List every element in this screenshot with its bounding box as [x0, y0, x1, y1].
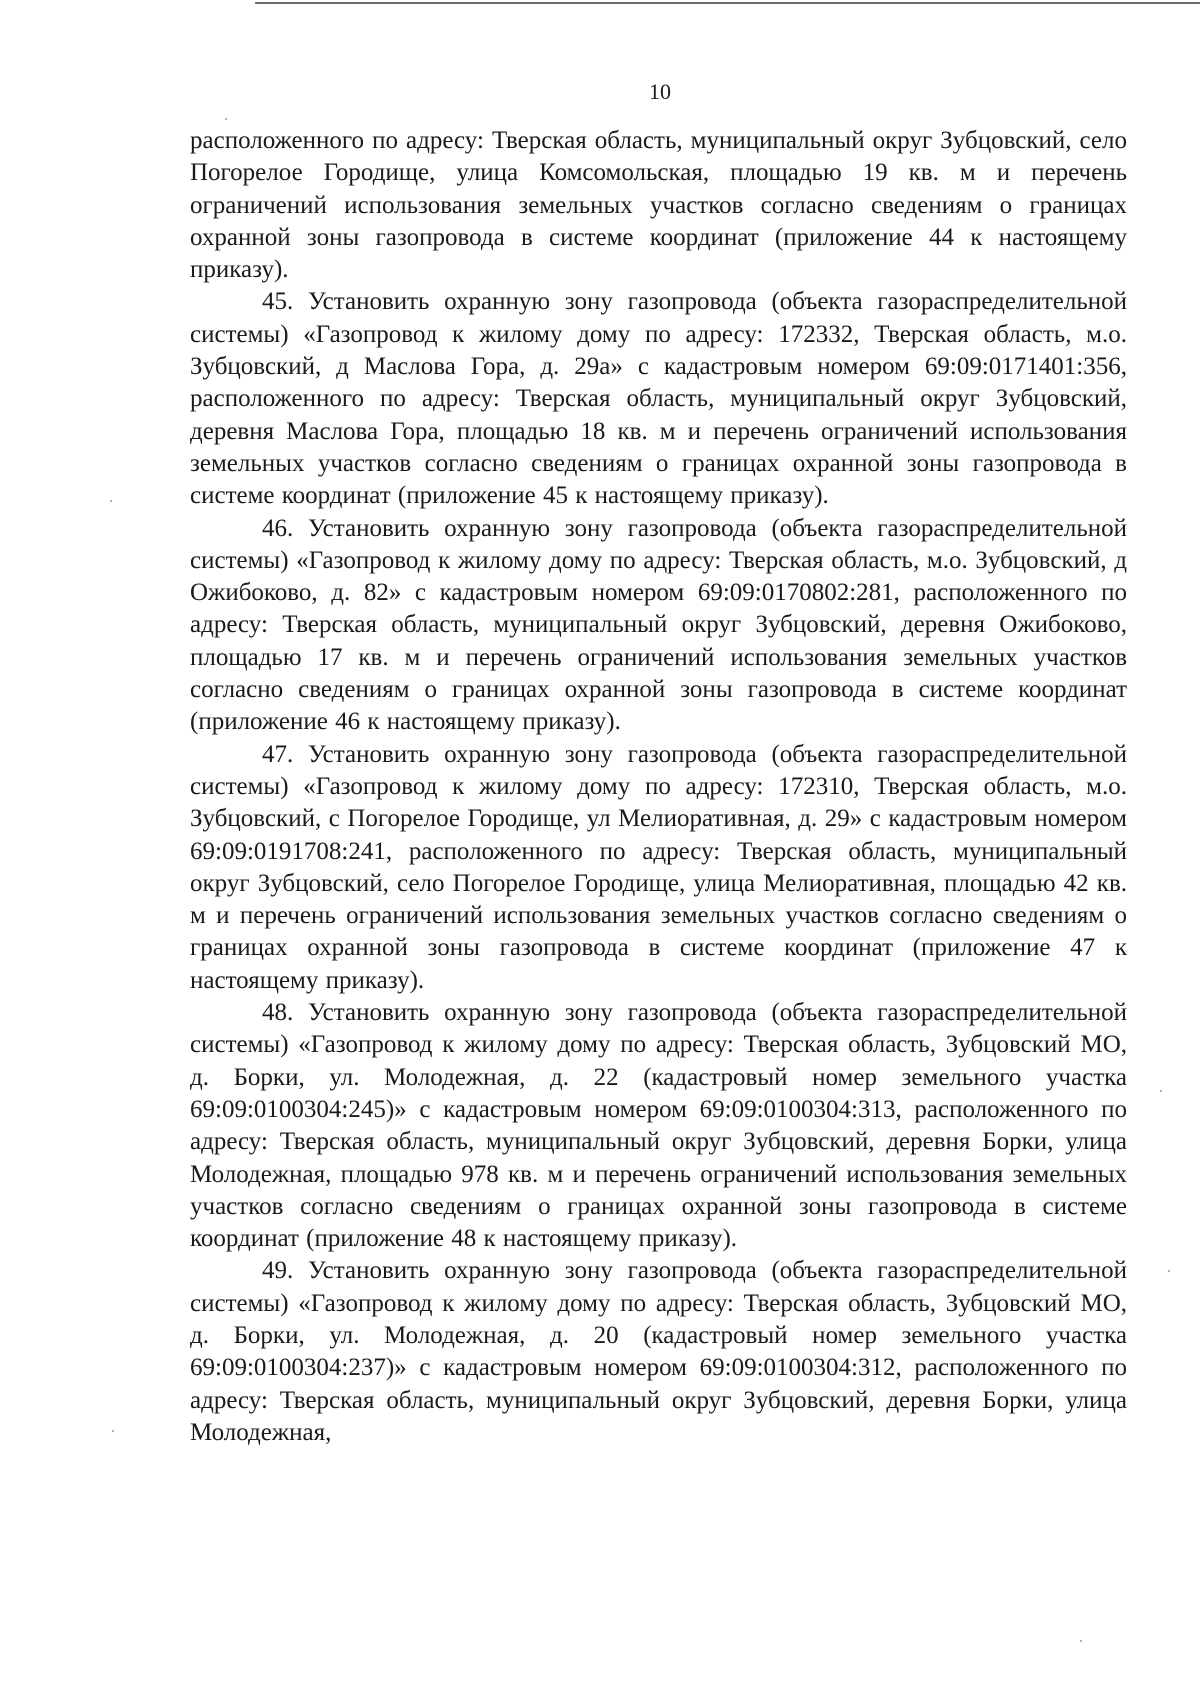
scan-speck [110, 500, 112, 502]
document-body [190, 125, 1127, 1449]
scan-speck [1168, 1270, 1170, 1272]
scan-speck [112, 1430, 114, 1432]
scan-top-edge-rule [255, 2, 1200, 4]
page-number: 10 [649, 79, 671, 104]
paragraph-item-45: 45. Установить охранную зону газопровода (объекта газораспределительной системы) «Газопровод к жилому дому по адресу: 172332, Тверская область, м.о. Зубцовский, д Маслова Гора, д. 29а» с кадастровым номером 69:09:0171401:356, расположенного по адресу: Тверская область, муниципальный округ Зубцовский, деревня Маслова Гора, площадью 18 кв. м и перечень ограничений использования земельных участков согласно сведениям о границах охранной зоны газопровода в системе координат (приложение 45 к настоящему приказу). [190, 288, 1127, 510]
paragraph-continuation: расположенного по адресу: Тверская область, муниципальный округ Зубцовский, село Погорелое Городище, улица Комсомольская, площадью 19 кв. м и перечень ограничений использования земельных участков согласно сведениям о границах охранной зоны газопровода в системе координат (приложение 44 к настоящему приказу). [190, 127, 1127, 284]
scan-speck [1080, 1640, 1082, 1642]
paragraph-item-46: 46. Установить охранную зону газопровода (объекта газораспределительной системы) «Газопровод к жилому дому по адресу: Тверская область, м.о. Зубцовский, д Ожибоково, д. 82» с кадастровым номером 69:09:0170802:281, расположенного по адресу: Тверская область, муниципальный округ Зубцовский, деревня Ожибоково, площадью 17 кв. м и перечень ограничений использования земельных участков согласно сведениям о границах охранной зоны газопровода в системе координат (приложение 46 к настоящему приказу). [190, 514, 1127, 736]
paragraph-item-49: 49. Установить охранную зону газопровода (объекта газораспределительной системы) «Газопровод к жилому дому по адресу: Тверская область, Зубцовский МО, д. Борки, ул. Молодежная, д. 20 (кадастровый номер земельного участка 69:09:0100304:237)» с кадастровым номером 69:09:0100304:312, расположенного по адресу: Тверская область, муниципальный округ Зубцовский, деревня Борки, улица Молодежная, [190, 1257, 1127, 1446]
scan-speck [225, 118, 227, 120]
paragraph-item-48: 48. Установить охранную зону газопровода (объекта газораспределительной системы) «Газопровод к жилому дому по адресу: Тверская область, Зубцовский МО, д. Борки, ул. Молодежная, д. 22 (кадастровый номер земельного участка 69:09:0100304:245)» с кадастровым номером 69:09:0100304:313, расположенного по адресу: Тверская область, муниципальный округ Зубцовский, деревня Борки, улица Молодежная, площадью 978 кв. м и перечень ограничений использования земельных участков согласно сведениям о границах охранной зоны газопровода в системе координат (приложение 48 к настоящему приказу). [190, 999, 1127, 1253]
scan-speck [1160, 1090, 1162, 1092]
paragraph-item-47: 47. Установить охранную зону газопровода (объекта газораспределительной системы) «Газопровод к жилому дому по адресу: 172310, Тверская область, м.о. Зубцовский, с Погорелое Городище, ул Мелиоративная, д. 29» с кадастровым номером 69:09:0191708:241, расположенного по адресу: Тверская область, муниципальный округ Зубцовский, село Погорелое Городище, улица Мелиоративная, площадью 42 кв. м и перечень ограничений использования земельных участков согласно сведениям о границах охранной зоны газопровода в системе координат (приложение 47 к настоящему приказу). [190, 740, 1127, 994]
